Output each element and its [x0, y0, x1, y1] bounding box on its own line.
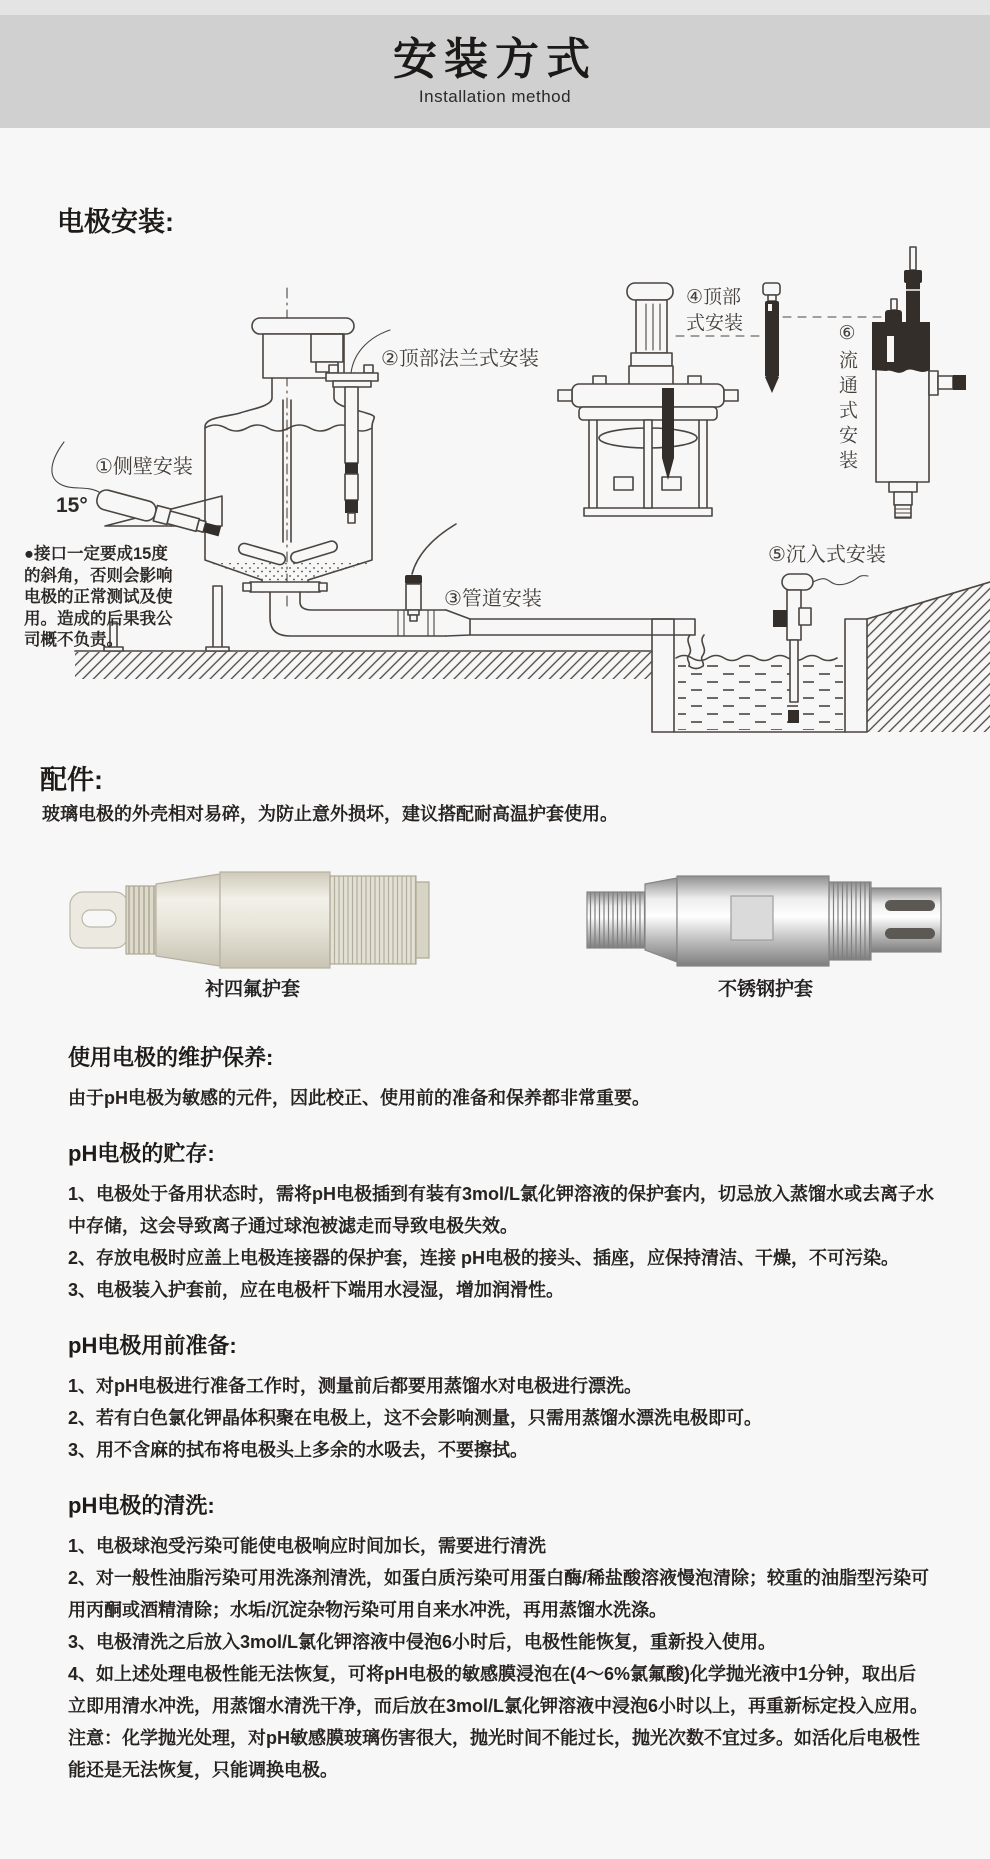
label-submerged-install: ⑤沉入式安装	[768, 544, 886, 566]
cleaning-item: 4、如上述处理电极性能无法恢复，可将pH电极的敏感膜浸泡在(4～6%氯氟酸)化学抛光液中1分钟，取出后立即用清水冲洗，用蒸馏水清洗干净，而后放在3mol/L氯化钾溶液中浸泡6小时以上，再重新标定投入应用。	[68, 1664, 929, 1716]
storage-heading: pH电极的贮存:	[68, 1141, 215, 1166]
warning-line: 用。造成的后果我公	[24, 609, 173, 628]
warning-line: ●接口一定要成15度	[24, 545, 168, 563]
ptfe-sheath-photo	[68, 866, 433, 979]
label-top-mount-install-line2: 式安装	[686, 313, 744, 334]
header-top-strip	[0, 0, 990, 15]
electrode-install-heading: 电极安装:	[57, 207, 174, 237]
cleaning-note: 注意：化学抛光处理，对pH敏感膜玻璃伤害很大，抛光时间不能过长，抛光次数不宜过多。如活化后电极性能还是无法恢复，只能调换电极。	[68, 1728, 920, 1780]
steel-sheath-label: 不锈钢护套	[718, 979, 814, 1000]
accessories-intro: 玻璃电极的外壳相对易碎，为防止意外损坏，建议搭配耐高温护套使用。	[42, 804, 618, 824]
label-side-wall-install: ①侧壁安装	[95, 456, 193, 478]
ground	[75, 651, 652, 679]
page-subtitle: Installation method	[418, 86, 572, 106]
cleaning-heading: pH电极的清洗:	[68, 1493, 215, 1518]
accessories-heading: 配件:	[40, 765, 103, 795]
flow-cell	[872, 247, 966, 518]
installation-diagram-area	[0, 230, 990, 740]
label-top-mount-install-line1: ④顶部	[686, 287, 742, 308]
preparation-item: 2、若有白色氯化钾晶体积聚在电极上，这不会影响测量，只需用蒸馏水漂洗电极即可。	[68, 1408, 763, 1428]
installation-diagram	[0, 230, 990, 740]
label-pipeline-install: ③管道安装	[444, 588, 542, 610]
label-15-degrees: 15°	[56, 494, 88, 517]
warning-line: 司概不负责。	[24, 631, 123, 649]
header-band	[0, 15, 990, 128]
preparation-item: 1、对pH电极进行准备工作时，测量前后都要用蒸馏水对电极进行漂洗。	[68, 1376, 643, 1396]
storage-item: 1、电极处于备用状态时，需将pH电极插到有装有3mol/L氯化钾溶液的保护套内，切忌放入蒸馏水或去离子水中存储，这会导致离子通过球泡被滤走而导致电极失效。	[68, 1184, 935, 1236]
preparation-item: 3、用不含麻的拭布将电极头上多余的水吸去，不要擦拭。	[68, 1440, 529, 1460]
preparation-heading: pH电极用前准备:	[68, 1333, 237, 1358]
ptfe-sheath-label: 衬四氟护套	[205, 979, 301, 1000]
storage-item: 2、存放电极时应盖上电极连接器的保护套，连接 pH电极的接头、插座，应保持清洁、干燥，不可污染。	[68, 1248, 900, 1268]
warning-line: 电极的正常测试及使	[24, 588, 173, 606]
maintenance-intro: 由于pH电极为敏感的元件，因此校正、使用前的准备和保养都非常重要。	[68, 1088, 650, 1108]
cleaning-item: 3、电极清洗之后放入3mol/L氯化钾溶液中侵泡6小时后，电极性能恢复，重新投入使用。	[68, 1632, 777, 1652]
steel-sheath-photo	[585, 868, 955, 981]
cleaning-item: 2、对一般性油脂污染可用洗涤剂清洗，如蛋白质污染可用蛋白酶/稀盐酸溶液慢泡清除；较重的油脂型污染可用丙酮或酒精清除；水垢/沉淀杂物污染可用自来水冲洗，再用蒸馏水洗涤。	[68, 1568, 930, 1620]
page-title: 安装方式	[393, 35, 597, 85]
angle-warning-note	[24, 544, 204, 652]
label-top-flange-install: ②顶部法兰式安装	[381, 348, 539, 370]
storage-item: 3、电极装入护套前，应在电极杆下端用水浸湿，增加润滑性。	[68, 1280, 565, 1300]
cleaning-item: 1、电极球泡受污染可能使电极响应时间加长，需要进行清洗	[68, 1536, 547, 1556]
maintenance-heading: 使用电极的维护保养:	[68, 1045, 274, 1070]
label-flow-through-install: ⑥流通式安装	[836, 322, 857, 475]
maintenance-section	[68, 1044, 934, 1786]
warning-line: 的斜角，否则会影响	[24, 566, 173, 585]
